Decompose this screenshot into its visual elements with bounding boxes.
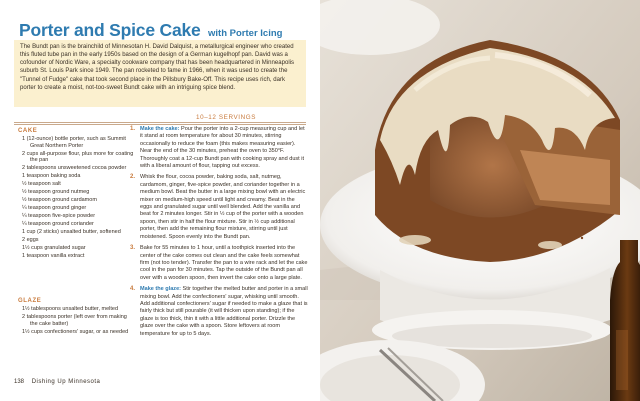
- glaze-ingredients-heading: GLAZE: [18, 298, 42, 304]
- step-body: Whisk the flour, cocoa powder, baking soda, salt, nutmeg, cardamom, ginger, five-spice powder, and coriander together in a medium bowl. Beat the butter in a large mixing bowl with an electric mixer on medium-high speed until light and creamy. Beat in the eggs and granulated sugar until well blended. Add the vanilla and beat for 2 minutes longer. Stir in ½ cup of the porter with a wooden spoon, then stir in half the flour mixture. Stir in ½ cup additional porter, then add the remaining flour mixture, stirring until just moistened. Spoon evenly into the Bundt pan.: [140, 174, 306, 240]
- cake-photo: [320, 0, 640, 401]
- ingredient-item: 2 eggs: [22, 237, 39, 244]
- method-step: [130, 126, 308, 170]
- divider: [14, 122, 306, 123]
- ingredient-item: 1 cup (2 sticks) unsalted butter, softened: [22, 229, 121, 236]
- step-lead: Make the cake:: [140, 126, 180, 132]
- ingredient-item: ½ teaspoon salt: [22, 181, 61, 188]
- step-number: 2.: [130, 174, 136, 181]
- cake-photo-page: [320, 0, 640, 401]
- step-body: Stir together the melted butter and porter in a small mixing bowl. Add the confectioners' sugar, whisking until smooth. Add additional confectioners' sugar if needed to make a glaze that is fairly thick but still pourable (it will thicken upon standing); if the glaze is too thick, thin it with a little additional porter. Drizzle the glaze over the cake with a spoon. Store leftovers at room temperature for up to 5 days.: [140, 286, 308, 337]
- ingredient-item: ¼ teaspoon ground coriander: [22, 221, 94, 228]
- step-text: [140, 174, 308, 241]
- ingredient-item: 1 (12-ounce) bottle porter, such as Summit Great Northern Porter: [22, 136, 126, 149]
- ingredient-item: ½ teaspoon ground nutmeg: [22, 189, 90, 196]
- ingredient-item: 2 tablespoons porter (left over from making the cake batter): [22, 313, 127, 327]
- divider: [14, 124, 306, 125]
- step-text: [140, 126, 308, 170]
- intro-box: [14, 40, 306, 107]
- book-title: Dishing Up Minnesota: [31, 379, 101, 385]
- cake-ingredients-heading: CAKE: [18, 128, 38, 134]
- step-number: 1.: [130, 126, 136, 132]
- page-footer: [14, 379, 100, 385]
- step-number: 3.: [130, 245, 136, 252]
- ingredient-item: 1½ cups granulated sugar: [22, 245, 86, 251]
- step-body: Bake for 55 minutes to 1 hour, until a toothpick inserted into the center of the cake comes out clean and the cake feels somewhat firm (not too tender). Transfer the pan to a wire rack and let the cake cool in the pan for 30 minutes. Tap the outside of the Bundt pan all over with a wooden spoon, then invert the cake onto a large plate.: [140, 245, 308, 281]
- ingredient-item: 2 cups all-purpose flour, plus more for coating the pan: [22, 150, 134, 164]
- recipe-subtitle: with Porter Icing: [208, 28, 283, 39]
- step-text: [140, 245, 308, 282]
- glaze-ingredients-list: [14, 306, 134, 337]
- step-body: Pour the porter into a 2-cup measuring cup and let it stand at room temperature for about 30 minutes, stirring occasionally to reduce the foam (this makes measuring easier). Near the end of the 30 minutes, preheat the oven to 350°F. Thoroughly coat a 12-cup Bundt pan with cooking spray and dust it with a liberal amount of flour, tapping out excess.: [140, 126, 305, 170]
- intro-text: The Bundt pan is the brainchild of Minnesotan H. David Dalquist, a metallurgical engineer who created this fluted tube pan in the early 1950s based on the design of a German kugelhopf pan. David was a cofounder of Nordic Ware, a specialty cookware company that has been headquartered in Minneapolis suburb St. Louis Park since 1949. The pan rocketed to fame in 1966, when it was used to create the "Tunnel of Fudge" cake that took second place in the Pillsbury Bake-Off. This recipe uses rich, dark porter to create a moist, not-too-sweet Bundt cake with an intriguing spice blend.: [20, 44, 295, 91]
- step-text: [140, 286, 308, 338]
- ingredient-item: 1 teaspoon vanilla extract: [22, 252, 85, 259]
- method-steps: [130, 126, 308, 342]
- recipe-title: [19, 20, 282, 41]
- servings-label: 10–12 SERVINGS: [196, 114, 257, 121]
- step-number: 4.: [130, 286, 136, 293]
- method-step: [130, 286, 308, 338]
- cake-ingredients-list: [14, 136, 134, 261]
- ingredient-item: 1 teaspoon baking soda: [22, 173, 81, 180]
- step-lead: Make the glaze:: [140, 286, 181, 293]
- ingredient-item: 1½ cups confectioners' sugar, or as needed: [22, 328, 129, 335]
- ingredient-item: ¼ teaspoon five-spice powder: [22, 213, 96, 220]
- method-step: [130, 174, 308, 241]
- ingredient-item: 1½ tablespoons unsalted butter, melted: [22, 306, 119, 312]
- recipe-title-main: Porter and Spice Cake: [19, 20, 201, 40]
- ingredient-item: 2 tablespoons unsweetened cocoa powder: [22, 165, 127, 172]
- page-number: 138: [14, 379, 25, 385]
- ingredient-item: ½ teaspoon ground cardamom: [22, 197, 97, 204]
- method-step: [130, 245, 308, 282]
- ingredient-item: ¼ teaspoon ground ginger: [22, 205, 87, 212]
